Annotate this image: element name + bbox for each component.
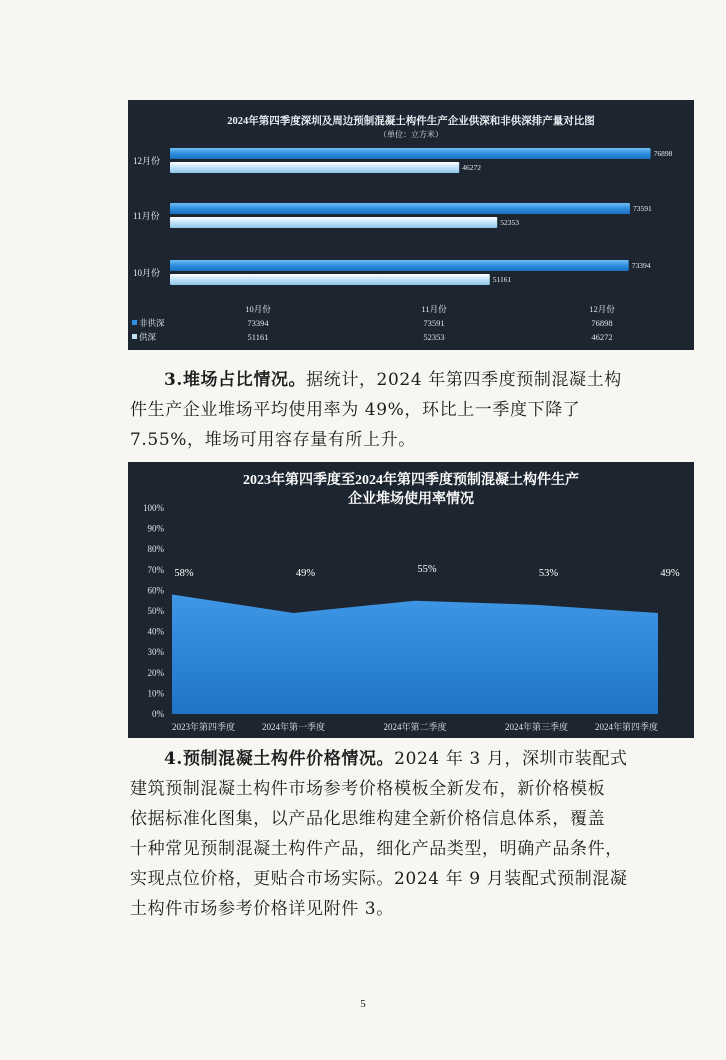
- chart1-bar: [170, 260, 629, 271]
- chart2-y-tick-label: 60%: [147, 585, 164, 596]
- chart2-data-label: 58%: [174, 568, 194, 579]
- chart1-plot-area: [133, 148, 673, 285]
- chart2-y-axis: [143, 503, 165, 719]
- chart1-data-table: [132, 304, 615, 342]
- price-line-6: 土构件市场参考价格详见附件 3。: [130, 899, 394, 919]
- price-line-3: 依据标准化图集，以产品化思维构建全新价格信息体系，覆盖: [130, 809, 606, 829]
- chart1-value-label: 73394: [631, 261, 651, 270]
- yard-usage-heading: 3.堆场占比情况。: [164, 370, 307, 390]
- chart1-value-label: 73591: [632, 204, 652, 213]
- chart2-y-tick-label: 100%: [143, 503, 164, 513]
- chart2-y-tick-label: 0%: [152, 709, 164, 719]
- price-line-1: 2024 年 3 月，深圳市装配式: [394, 749, 628, 769]
- chart1-table-header: 11月份: [421, 304, 447, 314]
- chart1-table-cell: 46272: [591, 332, 613, 342]
- chart2-y-tick-label: 70%: [147, 564, 164, 575]
- chart2-y-tick-label: 80%: [147, 544, 164, 555]
- chart1-value-label: 51161: [492, 275, 512, 284]
- chart2-plot-area: [172, 564, 680, 714]
- chart1-category-label: 12月份: [133, 156, 161, 166]
- price-line-4: 十种常见预制混凝土构件产品，细化产品类型，明确产品条件，: [130, 839, 623, 859]
- chart1-bar: [170, 274, 490, 285]
- yard-usage-line-2: 件生产企业堆场平均使用率为 49%，环比上一季度下降了: [130, 400, 581, 420]
- chart1-legend-label: 非供深: [139, 318, 165, 328]
- price-line-2: 建筑预制混凝土构件市场参考价格模板全新发布，新价格模板: [130, 779, 606, 799]
- chart1-bar: [170, 162, 459, 173]
- chart1-value-label: 46272: [462, 163, 481, 172]
- chart1-bar: [170, 217, 497, 228]
- chart2-x-tick-label: 2024年第一季度: [261, 722, 326, 732]
- chart2-y-tick-label: 20%: [147, 667, 164, 678]
- chart1-table-cell: 73591: [423, 318, 445, 328]
- chart2-y-tick-label: 30%: [147, 647, 164, 658]
- yard-usage-line-1: 据统计，2024 年第四季度预制混凝土构: [306, 370, 622, 390]
- page-number: 5: [360, 998, 366, 1010]
- chart2-area-series: [172, 595, 658, 714]
- production-comparison-chart-svg: [128, 100, 694, 350]
- chart1-bar: [170, 148, 651, 159]
- chart2-title-line-2: 企业堆场使用率情况: [348, 492, 474, 507]
- chart2-title-line-1: 2023年第四季度至2024年第四季度预制混凝土构件生产: [243, 473, 579, 488]
- chart2-x-axis: [172, 721, 658, 732]
- production-comparison-chart: [128, 100, 694, 350]
- price-line-5: 实现点位价格，更贴合市场实际。2024 年 9 月装配式预制混凝: [130, 869, 628, 889]
- chart1-category-label: 10月份: [133, 268, 161, 278]
- chart2-x-tick-label: 2023年第四季度: [172, 722, 236, 732]
- price-heading: 4.预制混凝土构件价格情况。: [164, 749, 395, 769]
- chart1-value-label: 76898: [653, 149, 673, 158]
- chart2-y-tick-label: 40%: [147, 626, 164, 637]
- chart1-table-cell: 51161: [247, 332, 269, 342]
- chart2-data-label: 49%: [660, 568, 680, 579]
- chart2-data-label: 49%: [295, 568, 316, 579]
- chart1-table-cell: 73394: [247, 318, 269, 328]
- yard-usage-chart: [128, 462, 694, 738]
- chart1-category-label: 11月份: [133, 211, 160, 221]
- chart1-table-header: 10月份: [245, 304, 271, 314]
- chart2-y-tick-label: 10%: [147, 688, 164, 699]
- chart1-title: 2024年第四季度深圳及周边预制混凝土构件生产企业供深和非供深排产量对比图: [227, 116, 595, 127]
- chart1-subtitle: （单位：立方米）: [379, 130, 443, 139]
- chart1-table-header: 12月份: [589, 304, 615, 314]
- chart1-bar: [170, 203, 630, 214]
- chart1-legend-key: [132, 334, 137, 339]
- chart2-x-tick-label: 2024年第二季度: [383, 722, 447, 732]
- chart1-legend-key: [132, 320, 137, 325]
- chart2-y-tick-label: 50%: [147, 606, 164, 616]
- chart1-value-label: 52353: [500, 218, 519, 227]
- yard-usage-paragraph: [130, 365, 690, 455]
- chart1-legend-label: 供深: [139, 332, 157, 342]
- chart1-table-cell: 52353: [423, 332, 445, 342]
- chart2-data-label: 55%: [417, 564, 437, 575]
- price-paragraph: [130, 744, 690, 924]
- chart2-data-label: 53%: [538, 568, 559, 579]
- chart2-x-tick-label: 2024年第四季度: [594, 722, 658, 732]
- yard-usage-chart-svg: [128, 462, 694, 738]
- yard-usage-line-3: 7.55%，堆场可用容存量有所上升。: [130, 430, 416, 450]
- chart1-table-cell: 76898: [591, 318, 613, 328]
- chart2-y-tick-label: 90%: [147, 523, 164, 534]
- chart2-x-tick-label: 2024年第三季度: [504, 722, 569, 732]
